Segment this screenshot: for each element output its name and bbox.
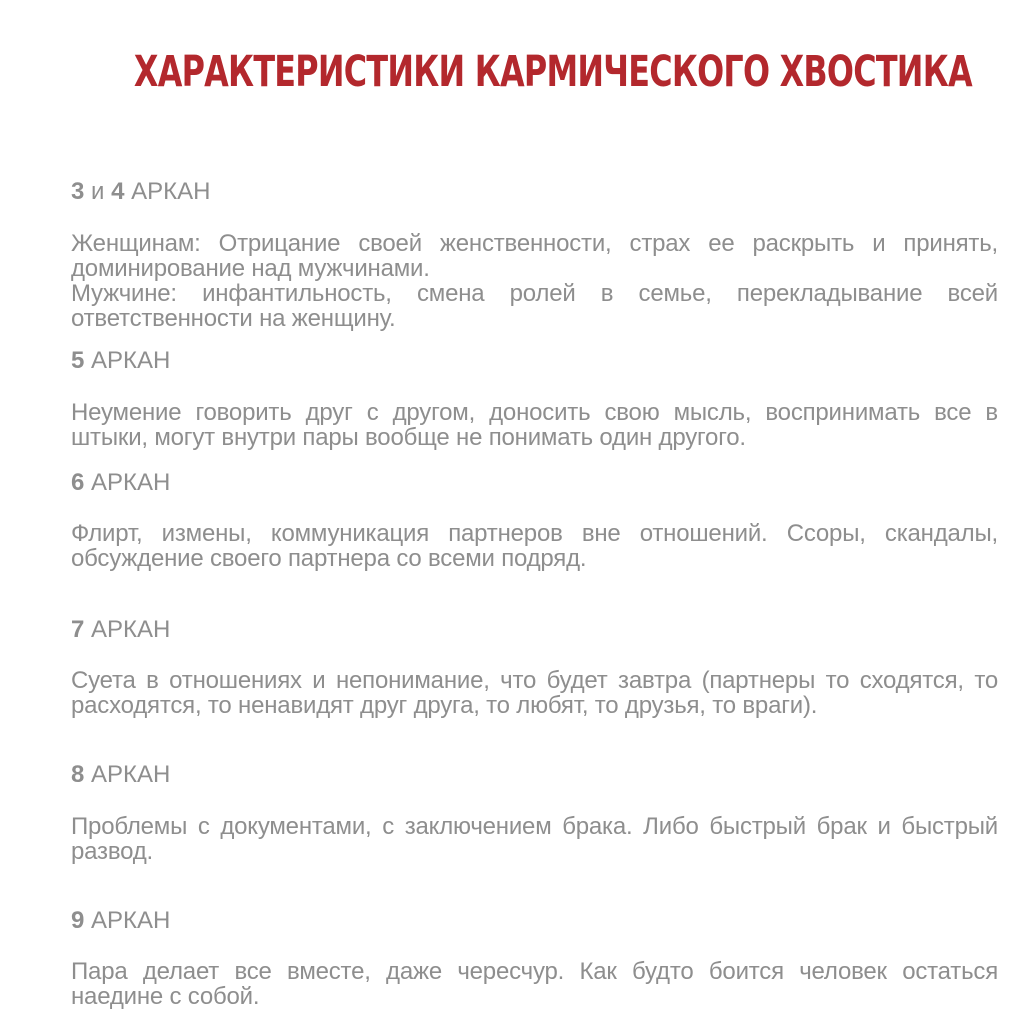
arcana-label: АРКАН <box>84 616 171 643</box>
paragraph: Неумение говорить друг с другом, доносить свою мысль, воспринимать все в штыки, могут внутри пары вообще не понимать один другого. <box>71 399 998 451</box>
section-arcana-7 <box>71 616 998 644</box>
section-arcana-6 <box>71 469 998 497</box>
section-arcana-3-4 <box>71 178 998 206</box>
page-title: ХАРАКТЕРИСТИКИ КАРМИЧЕСКОГО ХВОСТИКА <box>133 47 972 97</box>
arcana-label: АРКАН <box>124 178 211 205</box>
section-body-7 <box>71 668 998 718</box>
arcana-number: 7 <box>71 616 85 643</box>
section-heading <box>71 761 998 789</box>
arcana-number: 8 <box>71 761 85 788</box>
arcana-label: АРКАН <box>84 469 171 496</box>
paragraph: Женщинам: Отрицание своей женственности, страх ее раскрыть и принять, доминирование над мужчинами. <box>71 230 998 282</box>
section-heading <box>71 907 998 935</box>
section-body-8 <box>71 814 998 864</box>
section-arcana-8 <box>71 761 998 789</box>
paragraph: Проблемы с документами, с заключением брака. Либо быстрый брак и быстрый развод. <box>71 813 998 865</box>
arcana-label: АРКАН <box>84 907 171 934</box>
section-body-5 <box>71 400 998 450</box>
arcana-number: 9 <box>71 907 85 934</box>
arcana-number: 3 <box>71 178 85 205</box>
paragraph: Пара делает все вместе, даже чересчур. Как будто боится человек остаться наедине с собой. <box>71 958 998 1010</box>
arcana-number: 6 <box>71 469 85 496</box>
paragraph: Суета в отношениях и непонимание, что будет завтра (партнеры то сходятся, то расходятся, то ненавидят друг друга, то любят, то друзья, то враги). <box>71 667 998 719</box>
section-body-9 <box>71 959 998 1009</box>
section-body-3-4 <box>71 231 998 331</box>
arcana-label: АРКАН <box>84 347 171 374</box>
paragraph: Мужчине: инфантильность, смена ролей в семье, перекладывание всей ответственности на женщину. <box>71 280 998 332</box>
section-heading <box>71 616 998 644</box>
arcana-number: 5 <box>71 347 85 374</box>
section-heading <box>71 469 998 497</box>
section-heading <box>71 347 998 375</box>
section-body-6 <box>71 521 998 571</box>
paragraph: Флирт, измены, коммуникация партнеров вне отношений. Ссоры, скандалы, обсуждение своего партнера со всеми подряд. <box>71 520 998 572</box>
arcana-number-2: 4 <box>111 178 125 205</box>
section-heading <box>71 178 998 206</box>
section-arcana-5 <box>71 347 998 375</box>
arcana-label: АРКАН <box>84 761 171 788</box>
section-arcana-9 <box>71 907 998 935</box>
conjunction: и <box>84 178 112 205</box>
